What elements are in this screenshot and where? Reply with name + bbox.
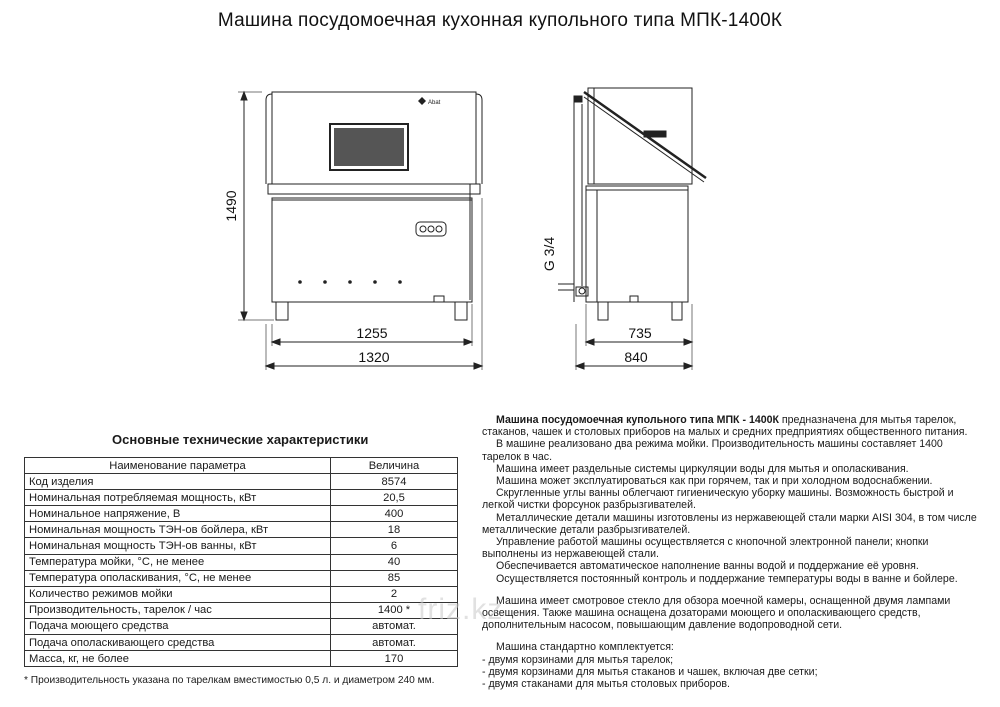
front-leg-left bbox=[276, 302, 288, 320]
description-paragraph: В машине реализовано два режима мойки. Производительность машины составляет 1400 тарелок в час. bbox=[482, 438, 943, 463]
specs-col-value: Величина bbox=[331, 458, 458, 474]
table-row bbox=[25, 474, 458, 490]
front-tank bbox=[272, 198, 472, 302]
kit-title: Машина стандартно комплектуется: bbox=[496, 641, 674, 654]
table-row bbox=[25, 490, 458, 506]
front-rim bbox=[268, 184, 480, 194]
param-cell: Подача ополаскивающего средства bbox=[25, 635, 331, 651]
brand-text: Abat bbox=[428, 100, 441, 106]
value-cell: 18 bbox=[331, 522, 458, 538]
value-cell: 1400 * bbox=[331, 602, 458, 618]
value-cell: 40 bbox=[331, 554, 458, 570]
value-cell: 8574 bbox=[331, 474, 458, 490]
table-row bbox=[25, 602, 458, 618]
front-leg-right bbox=[455, 302, 467, 320]
description-paragraph: Машина может эксплуатироваться как при горячем, так и при холодном водоснабжении. bbox=[496, 475, 933, 488]
specs-footnote: * Производительность указана по тарелкам вместимостью 0,5 л. и диаметром 240 мм. bbox=[24, 675, 435, 686]
value-cell: 170 bbox=[331, 651, 458, 667]
description bbox=[482, 414, 982, 690]
param-cell: Номинальная мощность ТЭН-ов ванны, кВт bbox=[25, 538, 331, 554]
depth-inner-dimension: 735 bbox=[628, 325, 652, 341]
specs-header-row bbox=[25, 458, 458, 474]
table-row bbox=[25, 538, 458, 554]
param-cell: Номинальное напряжение, В bbox=[25, 506, 331, 522]
param-cell: Номинальная потребляемая мощность, кВт bbox=[25, 490, 331, 506]
param-cell: Температура мойки, °С, не менее bbox=[25, 554, 331, 570]
description-paragraph: Металлические детали машины изготовлены из нержавеющей стали марки AISI 304, в том числе металлические детали разбрызгивателей. bbox=[482, 511, 977, 536]
page-title: Машина посудомоечная кухонная купольного типа МПК-1400К bbox=[217, 10, 783, 31]
watermark: friz.kz bbox=[418, 593, 504, 626]
param-cell: Номинальная мощность ТЭН-ов бойлера, кВт bbox=[25, 522, 331, 538]
kit-item: - двумя стаканами для мытья столовых приборов. bbox=[482, 678, 730, 691]
param-cell: Подача моющего средства bbox=[25, 618, 331, 634]
param-cell: Код изделия bbox=[25, 474, 331, 490]
specs-table bbox=[24, 457, 458, 667]
value-cell: 2 bbox=[331, 586, 458, 602]
depth-outer-dimension: 840 bbox=[624, 349, 648, 365]
value-cell: автомат. bbox=[331, 618, 458, 634]
table-row bbox=[25, 506, 458, 522]
param-cell: Количество режимов мойки bbox=[25, 586, 331, 602]
side-dome bbox=[588, 88, 692, 184]
param-cell: Производительность, тарелок / час bbox=[25, 602, 331, 618]
description-paragraph: Машина имеет смотровое стекло для обзора моечной камеры, оснащенной двумя лампами освещения. Также машина оснащена дозаторами моющего и ополаскивающего средств, дополнительным насосом, повышающим давление водопроводной сети. bbox=[482, 594, 951, 632]
param-cell: Масса, кг, не более bbox=[25, 651, 331, 667]
specs-heading: Основные технические характеристики bbox=[112, 432, 369, 447]
side-leg-front bbox=[598, 302, 608, 320]
param-cell: Температура ополаскивания, °С, не менее bbox=[25, 570, 331, 586]
description-paragraph: Скругленные углы ванны облегчают гигиеническую уборку машины. Возможность быстрой и легкой чистки форсунок разбрызгивателей. bbox=[482, 487, 954, 512]
specs-col-param: Наименование параметра bbox=[25, 458, 331, 474]
brand-logo bbox=[418, 97, 441, 106]
table-row bbox=[25, 570, 458, 586]
table-row bbox=[25, 586, 458, 602]
height-dimension: 1490 bbox=[223, 190, 239, 222]
value-cell: 85 bbox=[331, 570, 458, 586]
table-row bbox=[25, 651, 458, 667]
table-row bbox=[25, 522, 458, 538]
description-paragraph: Машина имеет раздельные системы циркуляции воды для мытья и ополаскивания. bbox=[496, 462, 909, 475]
width-outer-dimension: 1320 bbox=[358, 349, 390, 365]
value-cell: 20,5 bbox=[331, 490, 458, 506]
pipe-size-label: G 3/4 bbox=[541, 236, 557, 272]
description-paragraph: Управление работой машины осуществляется с кнопочной электронной панели; кнопки выполнены из нержавеющей стали. bbox=[482, 536, 929, 561]
table-row bbox=[25, 618, 458, 634]
description-lead bbox=[482, 414, 982, 438]
description-paragraph: Осуществляется постоянный контроль и поддержание температуры воды в ванне и бойлере. bbox=[496, 572, 958, 585]
kit-item: - двумя корзинами для мытья стаканов и чашек, включая две сетки; bbox=[482, 665, 818, 678]
kit-item: - двумя корзинами для мытья тарелок; bbox=[482, 653, 674, 666]
table-row bbox=[25, 554, 458, 570]
lead-bold: Машина посудомоечная купольного типа МПК - 1400К bbox=[496, 414, 779, 426]
side-tank bbox=[586, 186, 688, 302]
table-row bbox=[25, 635, 458, 651]
description-paragraph: Обеспечивается автоматическое наполнение ванны водой и поддержание её уровня. bbox=[496, 560, 919, 573]
lead-rest: предназначена для мытья тарелок, стаканов, чашек и столовых приборов на малых и средних предприятиях общественного питания. bbox=[482, 414, 968, 439]
width-inner-dimension: 1255 bbox=[356, 325, 388, 341]
side-leg-back bbox=[672, 302, 682, 320]
value-cell: 400 bbox=[331, 506, 458, 522]
value-cell: автомат. bbox=[331, 635, 458, 651]
value-cell: 6 bbox=[331, 538, 458, 554]
